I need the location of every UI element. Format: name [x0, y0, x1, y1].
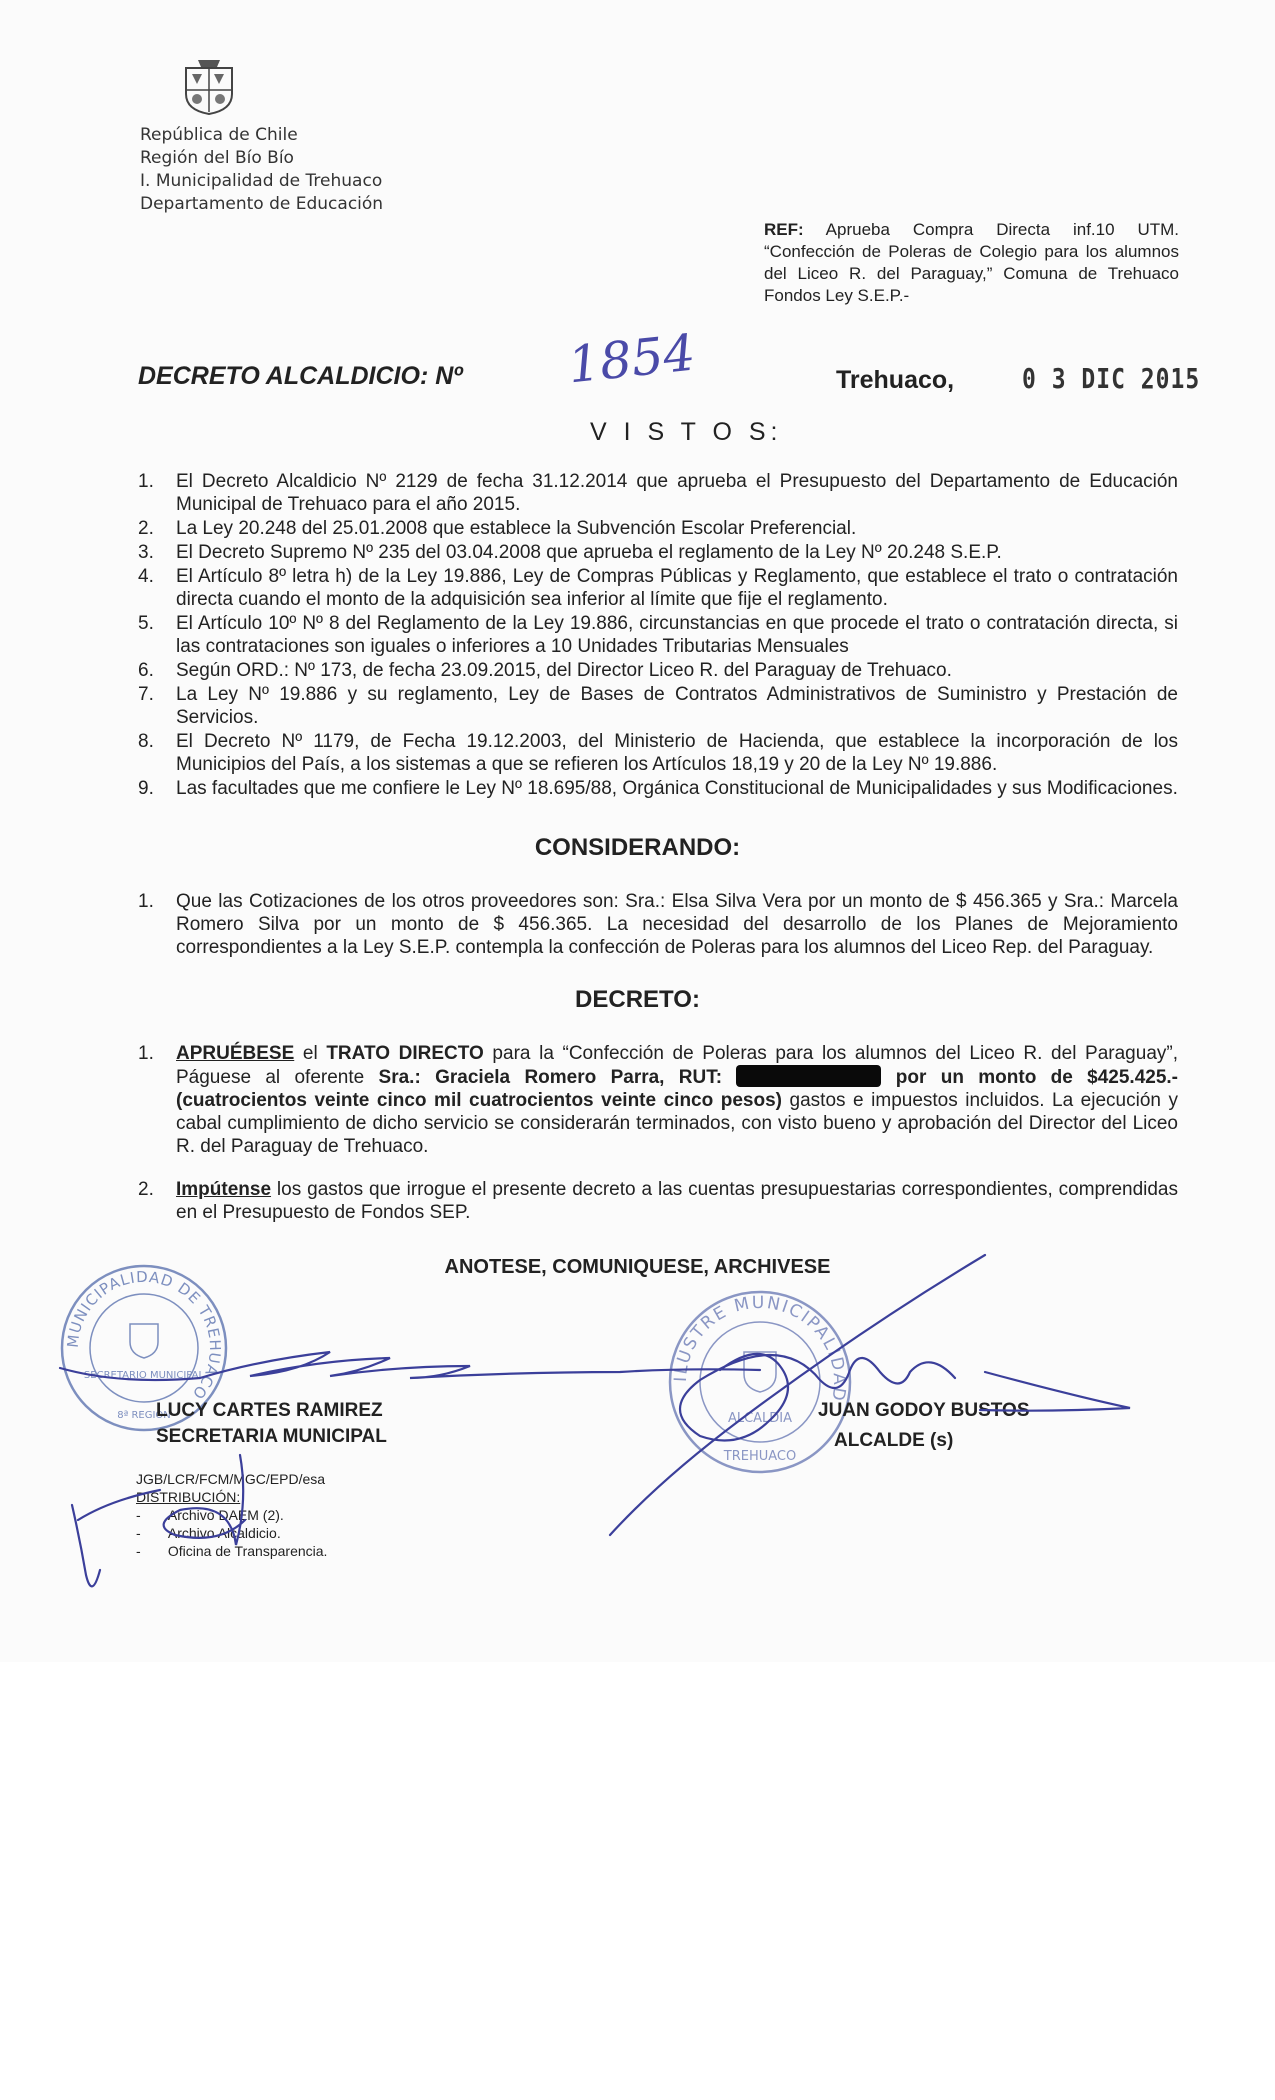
stamp-bottom-text: TREHUACO [723, 1449, 797, 1464]
secretary-role: SECRETARIA MUNICIPAL [156, 1426, 387, 1447]
blank-margin [0, 1662, 1275, 2100]
list-item: - Archivo Alcaldicio. [136, 1525, 281, 1541]
decree-place: Trehuaco, [836, 366, 955, 394]
list-item: 1. Que las Cotizaciones de los otros proveedores son: Sra.: Elsa Silva Vera por un monto de $ 456.365 y Sra.: Marcela Romero Silva por un monto de $ 456.365. La necesidad del desarrollo de los Planes de Mejoramiento correspondientes a la Ley S.E.P. contempla la confección de Poleras para los alumnos del Liceo Rep. del Paraguay. [138, 891, 1178, 958]
list-item: 7. La Ley Nº 19.886 y su reglamento, Ley de Bases de Contratos Administrativos de Suministro y Prestación de Servicios. [138, 684, 1178, 728]
list-item: 6. Según ORD.: Nº 173, de fecha 23.09.2015, del Director Liceo R. del Paraguay de Trehuaco. [138, 660, 952, 681]
header-line-department: Departamento de Educación [140, 194, 384, 214]
list-item: 4. El Artículo 8º letra h) de la Ley 19.886, Ley de Compras Públicas y Reglamento, que establece el trato o contratación directa cuando el monto de la adquisición sea inferior al límite que fije el reglamento. [138, 566, 1178, 610]
secretary-signature [60, 1352, 760, 1380]
svg-text:ILUSTRE MUNICIPALIDAD: ILUSTRE MUNICIPALIDAD [670, 1292, 850, 1405]
initial-mark [72, 1455, 245, 1586]
list-item: 5. El Artículo 10º Nº 8 del Reglamento de la Ley 19.886, circunstancias en que procede el trato o contratación directa, si las contrataciones son iguales o inferiores a 10 Unidades Tributarias Mensuales [138, 613, 1178, 657]
header-line-region: Región del Bío Bío [140, 148, 294, 168]
header-line-municipality: I. Municipalidad de Trehuaco [140, 171, 383, 191]
mayor-signature [680, 1354, 955, 1441]
stamp-inner-text: SECRETARIO MUNICIPAL [83, 1370, 205, 1381]
list-item: 1. El Decreto Alcaldicio Nº 2129 de fecha 31.12.2014 que aprueba el Presupuesto del Departamento de Educación Municipal de Trehuaco para el año 2015. [138, 471, 1178, 515]
list-item: 9. Las facultades que me confiere le Ley Nº 18.695/88, Orgánica Constitucional de Municipalidades y sus Modificaciones. [138, 778, 1178, 799]
closing-formula: ANOTESE, COMUNIQUESE, ARCHIVESE [444, 1256, 831, 1278]
decree-title: DECRETO ALCALDICIO: Nº [138, 362, 463, 390]
reference-text: Aprueba Compra Directa inf.10 UTM. “Confección de Poleras de Colegio para los alumnos del Liceo R. del Paraguay,” Comuna de Trehuaco Fondos Ley S.E.P.- [764, 220, 1180, 305]
list-item: 1. APRUÉBESE el TRATO DIRECTO para la “Confección de Poleras para los alumnos del Liceo R. del Paraguay”, Páguese al oferente Sra.: Graciela Romero Parra, RUT: por un monto de $425.425.- (cuatrocientos veinte cinco mil cuatrocientos veinte cinco pesos) gastos e impuestos incluidos. La ejecución y cabal cumplimiento de dicho servicio se considerarán terminados, con visto bueno y aprobación del Director del Liceo R. del Paraguay de Trehuaco. [138, 1043, 1179, 1157]
mayor-paraph [610, 1255, 1130, 1535]
header-line-country: República de Chile [140, 125, 298, 145]
initials-line: JGB/LCR/FCM/MGC/EPD/esa [136, 1471, 326, 1487]
secretary-name: LUCY CARTES RAMIREZ [156, 1400, 383, 1421]
stamp-region-text: 8ª REGION [117, 1410, 171, 1421]
reference-label: REF: [764, 220, 804, 239]
list-item: 8. El Decreto Nº 1179, de Fecha 19.12.2003, del Ministerio de Hacienda, que establece la incorporación de los Municipios del País, a los sistemas a que se refieren los Artículos 18,19 y 20 de la Ley Nº 19.886. [138, 731, 1178, 775]
considerando-heading: CONSIDERANDO: [534, 834, 741, 861]
mayor-role: ALCALDE (s) [834, 1430, 954, 1451]
list-item: - Archivo DAEM (2). [136, 1507, 284, 1523]
distribution-heading: DISTRIBUCIÓN: [136, 1489, 241, 1505]
list-item: 2. Impútense los gastos que irrogue el presente decreto a las cuentas presupuestarias correspondientes, comprendidas en el Presupuesto de Fondos SEP. [138, 1179, 1178, 1223]
list-item: 2. La Ley 20.248 del 25.01.2008 que establece la Subvención Escolar Preferencial. [138, 518, 857, 539]
list-item: 3. El Decreto Supremo Nº 235 del 03.04.2008 que aprueba el reglamento de la Ley Nº 20.248 S.E.P. [138, 542, 1002, 563]
svg-text:MUNICIPALIDAD DE TREHUACO: MUNICIPALIDAD DE TREHUACO [63, 1267, 225, 1404]
date-stamp: 0 3 DIC 2015 [1022, 364, 1201, 396]
vistos-heading: V I S T O S: [590, 418, 783, 446]
mayor-name: JUAN GODOY BUSTOS [818, 1400, 1030, 1421]
stamp-inner-text: ALCALDIA [727, 1411, 793, 1426]
decreto-heading: DECRETO: [575, 986, 700, 1013]
list-item: - Oficina de Transparencia. [136, 1543, 328, 1559]
decree-number-handwritten: 1854 [565, 323, 698, 395]
